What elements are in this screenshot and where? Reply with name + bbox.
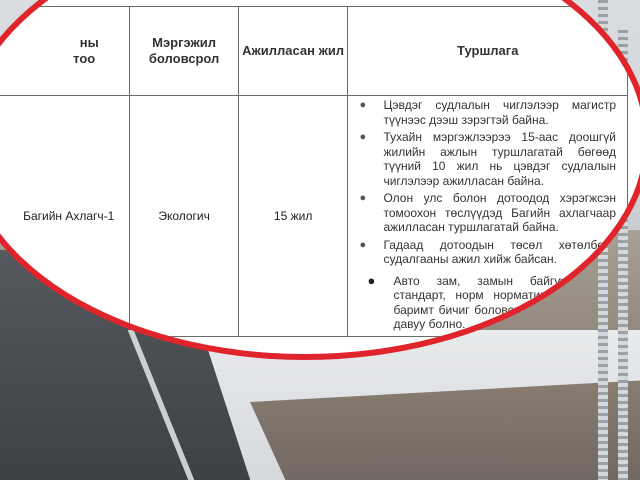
bullet-icon: ● bbox=[359, 238, 367, 251]
bullet-icon: ● bbox=[359, 192, 367, 204]
list-item: ● Гадаад дотоодын төсөл хөтөлбөрт судалгааны ажил хийж байсан. bbox=[359, 237, 616, 266]
experience-list bbox=[349, 98, 626, 332]
list-item: ● Олон улс болон дотоодод хэрэгжсэн томоохон төслүүдэд Багийн ахлагчаар ажилласан туршлагатай байна. bbox=[359, 191, 616, 234]
cell-years: 15 жил bbox=[238, 96, 348, 337]
bullet-icon: ● bbox=[359, 131, 367, 143]
list-item: ● Цэвдэг судлалын чиглэлээр магистр түүнээс дээш зэрэгтэй байна. bbox=[359, 98, 616, 127]
cell-experience bbox=[348, 96, 628, 337]
table-header-row bbox=[0, 7, 628, 96]
header-position-line1: ны bbox=[79, 35, 99, 50]
header-experience: Туршлага bbox=[348, 7, 628, 96]
table-row bbox=[0, 96, 628, 337]
list-item: ● Тухайн мэргэжлээрээ 15-аас доошгүй жилийн ажлын туршлагатай бөгөөд түүний 10 жил нь цэвдэг судлалын чиглэлээр ажилласан байна. bbox=[359, 130, 616, 188]
cell-profession: Экологич bbox=[130, 96, 238, 337]
staff-requirements-table bbox=[0, 6, 628, 337]
bullet-icon: ● bbox=[367, 272, 376, 288]
cell-position: Багийн Ахлагч-1 bbox=[0, 96, 130, 337]
bullet-icon: ● bbox=[359, 99, 367, 111]
header-position bbox=[0, 7, 130, 96]
header-position-line2: тоо bbox=[73, 51, 96, 66]
list-item: ● Авто зам, замын байгууламжийн стандарт, норм норматив, техникийн баримт бичиг боловсруулж байсан бол давуу болно. bbox=[367, 272, 616, 331]
header-profession: Мэргэжил боловсрол bbox=[130, 7, 238, 96]
header-years: Ажилласан жил bbox=[238, 7, 348, 96]
